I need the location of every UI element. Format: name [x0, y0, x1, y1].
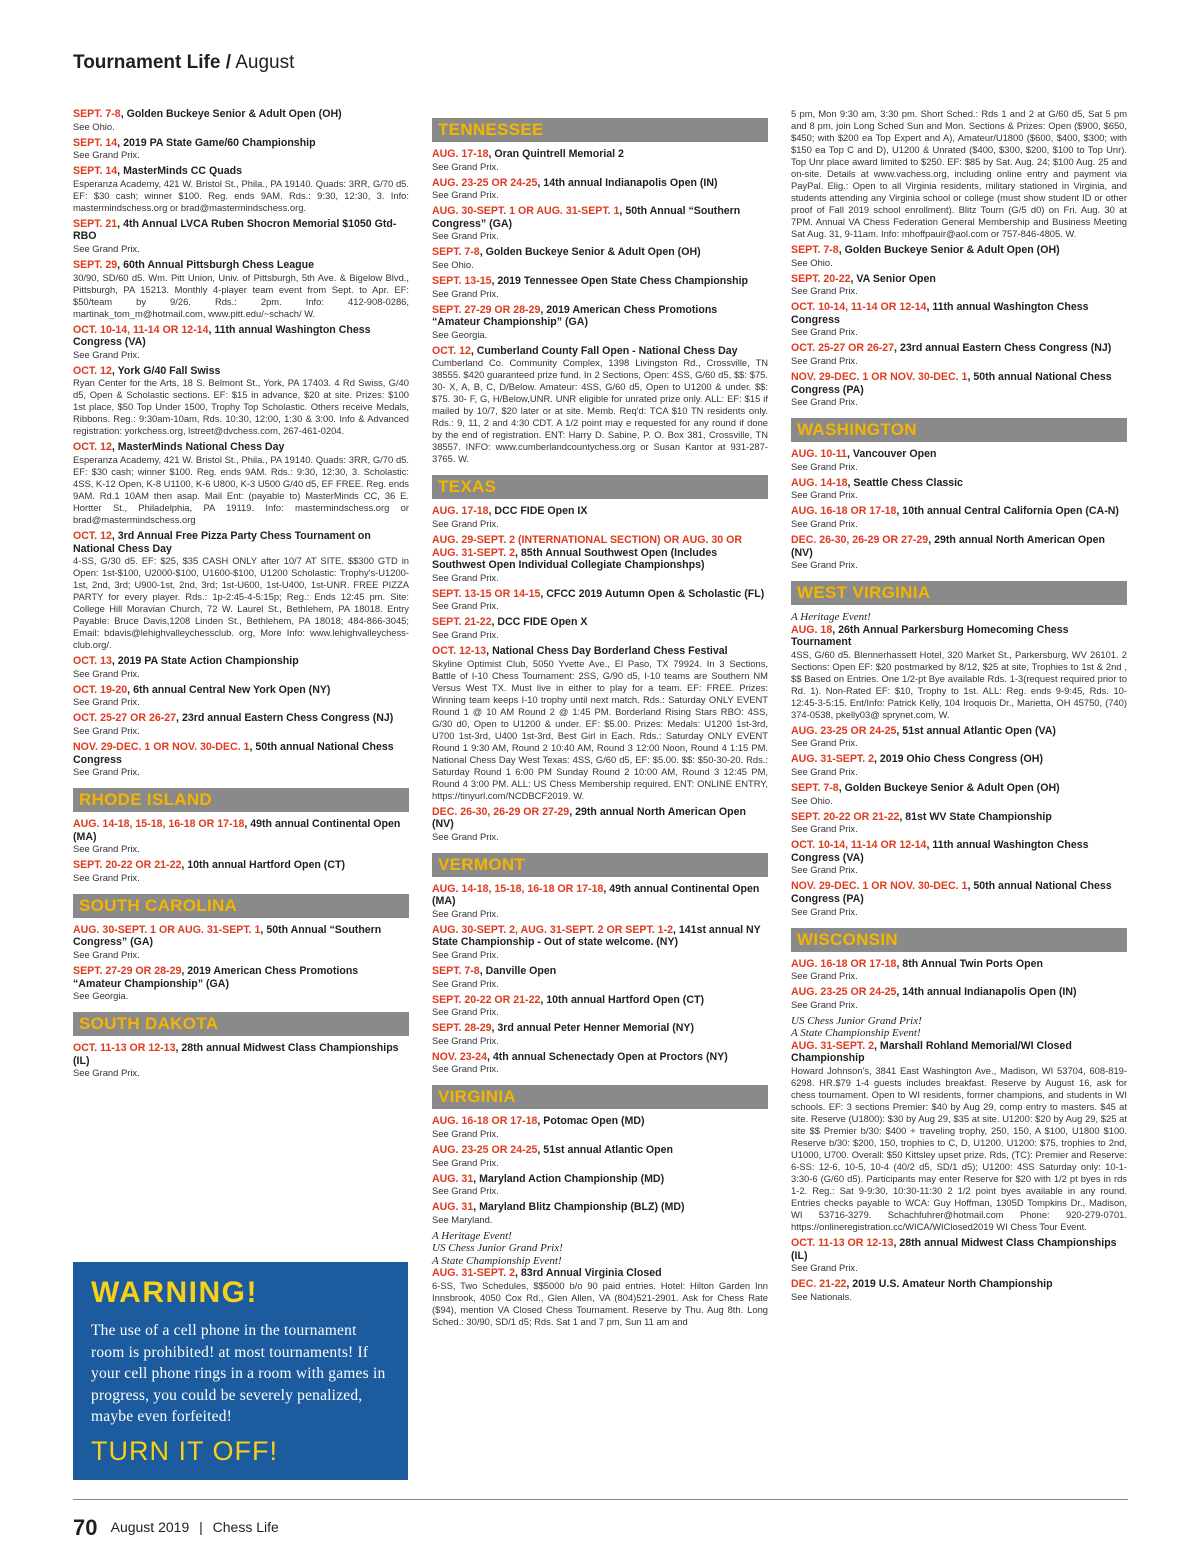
- event-listing: SEPT. 28-29, 3rd annual Peter Henner Memorial (NY) See Grand Prix.: [432, 1022, 768, 1047]
- event-date: AUG. 17-18: [432, 505, 489, 518]
- event-listing: AUG. 14-18, 15-18, 16-18 OR 17-18, 49th annual Continental Open (MA) See Grand Prix.: [73, 818, 409, 855]
- event-detail: See Ohio.: [791, 794, 833, 806]
- event-title: 50th Annual “Southern Congress” (GA): [73, 923, 382, 949]
- event-title: MasterMinds CC Quads: [123, 165, 242, 178]
- event-listing: AUG. 16-18 OR 17-18, 10th annual Central California Open (CA-N) See Grand Prix.: [791, 505, 1127, 530]
- state-heading: SOUTH DAKOTA: [73, 1012, 409, 1036]
- event-detail: See Grand Prix.: [791, 354, 858, 366]
- event-title: DCC FIDE Open IX: [494, 505, 588, 518]
- event-listing: OCT. 13, 2019 PA State Action Championship See Grand Prix.: [73, 655, 409, 680]
- event-date: AUG. 14-18, 15-18, 16-18 OR 17-18: [432, 882, 604, 895]
- state-heading: VERMONT: [432, 853, 768, 877]
- event-listing: SEPT. 14, MasterMinds CC Quads Esperanza Academy, 421 W. Bristol St., Phila., PA 19140. Quads: 3RR, G/70 d5. EF: $30 cash; winner $100. Reg. ends 9AM. Rds.: 9:30, 12:30, 3. Info: mastermindschess.org or brad@mastermindschess.org.: [73, 165, 409, 213]
- event-detail: See Grand Prix.: [791, 559, 858, 571]
- event-detail: See Grand Prix.: [791, 823, 858, 835]
- event-detail: See Grand Prix.: [432, 517, 499, 529]
- event-title: Golden Buckeye Senior & Adult Open (OH): [485, 246, 701, 259]
- event-detail: See Grand Prix.: [73, 1067, 140, 1079]
- event-title: 10th annual Hartford Open (CT): [187, 859, 345, 872]
- event-date: NOV. 29-DEC. 1 OR NOV. 30-DEC. 1: [73, 740, 250, 753]
- event-title: 11th annual Washington Chess Congress (VA): [73, 323, 371, 349]
- event-detail: See Georgia.: [432, 328, 488, 340]
- event-title: 23rd annual Eastern Chess Congress (NJ): [899, 342, 1112, 355]
- state-heading: TEXAS: [432, 475, 768, 499]
- event-listing: SEPT. 21-22, DCC FIDE Open X See Grand Prix.: [432, 616, 768, 641]
- event-listing: AUG. 16-18 OR 17-18, 8th Annual Twin Ports Open See Grand Prix.: [791, 958, 1127, 983]
- state-heading: RHODE ISLAND: [73, 788, 409, 812]
- event-date: SEPT. 20-22 OR 21-22: [791, 810, 900, 823]
- event-title: 14th annual Indianapolis Open (IN): [902, 986, 1077, 999]
- event-listing: AUG. 17-18, DCC FIDE Open IX See Grand Prix.: [432, 505, 768, 530]
- event-listing: SEPT. 7-8, Golden Buckeye Senior & Adult Open (OH) See Ohio.: [791, 244, 1127, 269]
- event-detail: See Grand Prix.: [73, 871, 140, 883]
- event-date: SEPT. 20-22 OR 21-22: [432, 993, 541, 1006]
- event-date: OCT. 10-14, 11-14 OR 12-14: [791, 839, 927, 852]
- event-title: 10th annual Central California Open (CA-N): [902, 505, 1119, 518]
- event-listing: SEPT. 7-8, Golden Buckeye Senior & Adult Open (OH) See Ohio.: [432, 246, 768, 271]
- event-date: OCT. 12: [73, 364, 112, 377]
- event-title: 2019 Tennessee Open State Chess Championship: [497, 274, 748, 287]
- event-title: 83rd Annual Virginia Closed: [520, 1267, 662, 1280]
- event-title: 2019 American Chess Promotions “Amateur Championship” (GA): [432, 303, 718, 329]
- event-title: 85th Annual Southwest Open (Includes Southwest Open Individual Collegiate Championshps): [432, 546, 718, 572]
- magazine-name: Chess Life: [212, 1519, 279, 1535]
- event-detail: 5 pm, Mon 9:30 am, 3:30 pm. Short Sched.: Rds 1 and 2 at G/60 d5, Sat 5 pm and 8 pm, join Long Sched Sun and Mon. Sections & Prizes: Open ($900, $650, $450; with $200 ea Top Expert and A), Amateur/U1800 ($600, $400, $300; with $150 ea Top C and D), U1200 & Unrated ($400, $300, $200, $100 to Top Unr). Top Unr place award limited to $250. EF: $85 by Sat. Aug. 24; $100 Aug. 25 and on-site. Details at www.vachess.org, including online entry and payment via PayPal. Elig.: Open to all Virginia residents, military stationed in Virginia, and students attending any Virginia school or college (must show student ID or other proof of Fall 2019 school enrollment). Blitz Tourn (G/5 d0) on Fri. Aug. 30 at 7PM. Annual VA Chess Federation General Membership and Business Meeting Sat Aug. 31, 9-11am. Info: mhoffpauir@aol.com or 757-846-4805. W.: [791, 108, 1127, 239]
- event-date: OCT. 13: [73, 655, 112, 668]
- event-date: AUG. 16-18 OR 17-18: [432, 1115, 538, 1128]
- event-detail: See Ohio.: [791, 256, 833, 268]
- event-listing: AUG. 30-SEPT. 1 OR AUG. 31-SEPT. 1, 50th Annual “Southern Congress” (GA) See Grand Prix.: [73, 924, 409, 961]
- event-detail: See Grand Prix.: [432, 160, 499, 172]
- event-designation: A Heritage Event!: [791, 611, 871, 624]
- event-detail: See Grand Prix.: [432, 571, 499, 583]
- listing-column-1: [73, 108, 409, 1083]
- event-listing: SEPT. 20-22 OR 21-22, 10th annual Hartford Open (CT) See Grand Prix.: [73, 859, 409, 884]
- event-title: 2019 U.S. Amateur North Championship: [852, 1278, 1053, 1291]
- event-listing: DEC. 21-22, 2019 U.S. Amateur North Championship See Nationals.: [791, 1278, 1127, 1303]
- event-listing: AUG. 17-18, Oran Quintrell Memorial 2 See Grand Prix.: [432, 148, 768, 173]
- event-date: AUG. 30-SEPT. 2, AUG. 31-SEPT. 2 OR SEPT. 1-2: [432, 923, 673, 936]
- event-detail: Skyline Optimist Club, 5050 Yvette Ave., El Paso, TX 79924. In 3 Sections, Battle of I-10 Chess Tournament: 2SS, G/90 d5, I-10 teams are Southern NM Versus West TX. Must live in either to play for a team. EF: FREE. Prizes: Winning team keeps I-10 trophy until next match. Rds.: Saturday ONLY EVENT Round 1 @ 10 AM Round 2 @ 1:45 PM. Borderland Rising Stars RBO: 4SS, G/30 d0, Open to U1200 & under. EF: $5.00. Prizes: Medals: U1200 1st-3rd, U700 1st-3rd, U400 1st-3rd, Best Girl in Each. Rds.: Saturday ONLY EVENT Round 1 9:30 AM, Round 2 10:40 AM, Round 3 12:00 Noon, Round 4 1:15 PM. National Chess Day West Texas: 4SS, G/60 d5, EF: $5.00. $$: $50-30-20. Rds.: Saturday Round 1 6:00 PM Sunday Round 2 10:00 AM, Round 3 12:45 PM, Round 4 3:00 PM. ALL: US Chess Membership required. ENT: ONLINE ENTRY, https://tinyurl.com/NCDBCF2019. W.: [432, 657, 768, 801]
- event-title: 4th Annual LVCA Ruben Shocron Memorial $1050 Gtd-RBO: [73, 217, 397, 243]
- event-detail: See Grand Prix.: [791, 285, 858, 297]
- event-title: Danville Open: [485, 965, 557, 978]
- state-heading: SOUTH CAROLINA: [73, 894, 409, 918]
- state-heading: WISCONSIN: [791, 928, 1127, 952]
- event-detail: See Grand Prix.: [432, 949, 499, 961]
- event-date: SEPT. 14: [73, 165, 118, 178]
- event-date: AUG. 23-25 OR 24-25: [432, 1144, 538, 1157]
- event-detail: See Grand Prix.: [73, 149, 140, 161]
- event-detail: See Grand Prix.: [73, 949, 140, 961]
- event-title: Vancouver Open: [852, 448, 937, 461]
- event-listing: OCT. 10-14, 11-14 OR 12-14, 11th annual Washington Chess Congress (VA) See Grand Prix.: [73, 324, 409, 361]
- event-detail: 30/90, SD/60 d5. Wm. Pitt Union, Univ. of Pittsburgh, 5th Ave. & Bigelow Blvd., Pittsburgh, PA 15213. Monthly 4-player team event from Sept. to Apr. EF: $50/team by 9/26. Rds.: 2pm. Info: 412-908-0286, martinak_tom_m@hotmail.com, www.pitt.edu/~schach/ W.: [73, 271, 409, 319]
- event-listing: OCT. 11-13 OR 12-13, 28th annual Midwest Class Championships (IL) See Grand Prix.: [73, 1042, 409, 1079]
- event-listing: A Heritage Event! US Chess Junior Grand Prix! A State Championship Event! AUG. 31-SEPT. 2, 83rd Annual Virginia Closed 6-SS, Two Schedules, $$5000 b/o 90 paid entries. Hotel: Hilton Garden Inn Innsbrook, 4050 Cox Rd., Glen Allen, VA (804)521-2901. Ask for Chess Rate ($94), mention VA Closed Chess Tournament. Reserve by Thu. Aug 8th. Long Sched.: 30/90, SD/1 d5; Rds. Sat 1 and 7 pm, Sun 11 am and: [432, 1229, 768, 1327]
- state-heading: TENNESSEE: [432, 118, 768, 142]
- event-listing: AUG. 30-SEPT. 2, AUG. 31-SEPT. 2 OR SEPT. 1-2, 141st annual NY State Championship - Out of state welcome. (NY) See Grand Prix.: [432, 924, 768, 961]
- event-detail: See Ohio.: [73, 120, 115, 132]
- event-title: MasterMinds National Chess Day: [117, 441, 285, 454]
- event-date: SEPT. 28-29: [432, 1022, 492, 1035]
- event-listing: OCT. 25-27 OR 26-27, 23rd annual Eastern Chess Congress (NJ) See Grand Prix.: [73, 712, 409, 737]
- event-date: SEPT. 20-22 OR 21-22: [73, 859, 182, 872]
- event-detail: See Grand Prix.: [432, 1156, 499, 1168]
- event-listing: SEPT. 27-29 OR 28-29, 2019 American Chess Promotions “Amateur Championship” (GA) See Georgia.: [73, 965, 409, 1002]
- event-detail: See Grand Prix.: [73, 348, 140, 360]
- event-listing: AUG. 23-25 OR 24-25, 51st annual Atlantic Open (VA) See Grand Prix.: [791, 725, 1127, 750]
- event-title: 28th annual Midwest Class Championships (IL): [73, 1042, 399, 1067]
- event-detail: See Grand Prix.: [432, 230, 499, 242]
- state-heading: VIRGINIA: [432, 1085, 768, 1109]
- event-detail: See Grand Prix.: [432, 830, 499, 842]
- event-date: AUG. 23-25 OR 24-25: [791, 986, 897, 999]
- event-date: SEPT. 13-15: [432, 274, 492, 287]
- event-detail: See Georgia.: [73, 990, 129, 1002]
- event-title: 60th Annual Pittsburgh Chess League: [123, 258, 314, 271]
- event-listing: AUG. 30-SEPT. 1 OR AUG. 31-SEPT. 1, 50th Annual “Southern Congress” (GA) See Grand Prix.: [432, 205, 768, 242]
- event-detail: See Maryland.: [432, 1213, 493, 1225]
- event-listing: DEC. 26-30, 26-29 OR 27-29, 29th annual North American Open (NV) See Grand Prix.: [791, 534, 1127, 571]
- event-detail: See Grand Prix.: [432, 1185, 499, 1197]
- event-date: SEPT. 7-8: [73, 108, 121, 120]
- page-footer: [73, 1515, 279, 1541]
- event-title: 2019 Ohio Chess Congress (OH): [879, 753, 1043, 766]
- event-date: AUG. 31: [432, 1201, 474, 1214]
- event-title: 14th annual Indianapolis Open (IN): [543, 176, 718, 189]
- event-date: DEC. 26-30, 26-29 OR 27-29: [432, 805, 570, 818]
- event-title: 51st annual Atlantic Open: [543, 1144, 673, 1157]
- event-listing: SEPT. 29, 60th Annual Pittsburgh Chess League 30/90, SD/60 d5. Wm. Pitt Union, Univ. of Pittsburgh, 5th Ave. & Bigelow Blvd., Pittsburgh, PA 15213. Monthly 4-player team event from Sept. to Apr. EF: $50/team by 9/26. Rds.: 2pm. Info: 412-908-0286, martinak_tom_m@hotmail.com, www.pitt.edu/~schach/ W.: [73, 258, 409, 319]
- event-title: 50th Annual “Southern Congress” (GA): [432, 205, 741, 230]
- event-date: SEPT. 21-22: [432, 616, 492, 629]
- event-date: NOV. 29-DEC. 1 OR NOV. 30-DEC. 1: [791, 370, 968, 383]
- event-listing: AUG. 31-SEPT. 2, 2019 Ohio Chess Congress (OH) See Grand Prix.: [791, 753, 1127, 778]
- event-detail: See Grand Prix.: [73, 843, 140, 855]
- event-detail: 4-SS, G/30 d5. EF: $25, $35 CASH ONLY after 10/7 AT SITE. $$300 GTD in Open: 1st-$100, U2000-$100, U1600-$100, U1200 Scholastic: Trophy's-U1200-1st, 2nd, 3rd; U900-1st, 2nd, 3rd; 1st-U600, 1st-U400, 1st-UNR. FREE PIZZA PARTY for every player. Rds.: 1p-2:45-4-5:15p; Reg.: Ends 12:45 pm. Site: College Hill Moravian Church, 72 W. Laurel St., Bethlehem, PA 18018. Entry Payable: Bruce Davis,1208 Linden St., Bethlehem, PA 18018; 484-866-3045; Email: bdavis@lehighvalleychessclub. org, More Info: www.lehighvalleychess-club.org/.: [73, 555, 409, 651]
- event-title: 11th annual Washington Chess Congress (VA): [791, 839, 1089, 864]
- event-listing: OCT. 12, MasterMinds National Chess Day Esperanza Academy, 421 W. Bristol St., Phila., PA 19140. Quads: 3RR, G/70 d5. EF: $30 cash; winner $100. Reg. ends 9AM. Rds.: 9:30, 12:30, 3. Scholastic: 4SS, K-12 Open, K-8 U1100, K-6 U800, K-3 U500 G/40 d5, EF FREE. Reg. ends 9AM. Rd.1 10AM then asap. Mail Ent: (payable to) MasterMinds CC, 36 E. Hortter St., Philadelphia, PA 19119. Info: mastermindschess.org or brad@mastermindschess.org: [73, 441, 409, 525]
- event-date: SEPT. 7-8: [791, 244, 839, 256]
- event-date: AUG. 23-25 OR 24-25: [432, 176, 538, 189]
- event-listing: OCT. 19-20, 6th annual Central New York Open (NY) See Grand Prix.: [73, 684, 409, 709]
- event-detail: See Grand Prix.: [432, 1063, 499, 1075]
- event-title: 3rd Annual Free Pizza Party Chess Tournament on National Chess Day: [73, 529, 371, 555]
- event-listing: AUG. 23-25 OR 24-25, 14th annual Indianapolis Open (IN) See Grand Prix.: [432, 177, 768, 202]
- event-title: 2019 American Chess Promotions “Amateur Championship” (GA): [73, 965, 359, 990]
- event-date: AUG. 31: [432, 1172, 474, 1185]
- event-title: Seattle Chess Classic: [853, 476, 963, 489]
- event-date: SEPT. 27-29 OR 28-29: [73, 965, 182, 978]
- cell-phone-warning-box: [73, 1262, 408, 1480]
- event-title: 29th annual North American Open (NV): [791, 533, 1105, 559]
- event-detail: See Grand Prix.: [791, 517, 858, 529]
- event-title: 28th annual Midwest Class Championships (IL): [791, 1236, 1117, 1262]
- event-detail: See Grand Prix.: [791, 460, 858, 472]
- event-listing: OCT. 10-14, 11-14 OR 12-14, 11th annual Washington Chess Congress (VA) See Grand Prix.: [791, 839, 1127, 876]
- event-title: CFCC 2019 Autumn Open & Scholastic (FL): [546, 587, 765, 600]
- event-title: 26th Annual Parkersburg Homecoming Chess Tournament: [791, 623, 1069, 649]
- event-date: AUG. 14-18, 15-18, 16-18 OR 17-18: [73, 818, 245, 831]
- event-listing: AUG. 23-25 OR 24-25, 14th annual Indianapolis Open (IN) See Grand Prix.: [791, 986, 1127, 1011]
- event-listing: SEPT. 20-22 OR 21-22, 10th annual Hartford Open (CT) See Grand Prix.: [432, 994, 768, 1019]
- event-listing: SEPT. 27-29 OR 28-29, 2019 American Chess Promotions “Amateur Championship” (GA) See Georgia.: [432, 304, 768, 341]
- event-detail: 4SS, G/60 d5. Blennerhassett Hotel, 320 Market St., Parkersburg, WV 26101. 2 Sections: Open EF: $20 postmarked by 8/12, $25 at site, Trophies to 1st & 2nd , $$ Based on Entries. One 1/2-pt Bye available Rds. 1-3(request required prior to Rd. 1). Non-Rated EF: $10, Trophy to 1st. ALL: Reg. ends 9-9:45, Rds. 10-12:45-3-5:15. Ent/Info: Patrick Kelly, 104 Iroquois Dr., Marietta, OH 45750, (740) 374-0538, pkelly03@ sprynet.com, W.: [791, 648, 1127, 720]
- listing-column-2: [432, 108, 768, 1332]
- event-designation: A Heritage Event!: [432, 1229, 512, 1242]
- event-listing: OCT. 12, 3rd Annual Free Pizza Party Chess Tournament on National Chess Day 4-SS, G/30 d5. EF: $25, $35 CASH ONLY after 10/7 AT SITE. $$300 GTD in Open: 1st-$100, U2000-$100, U1600-$100, U1200 Scholastic: Trophy's-U1200-1st, 2nd, 3rd; U900-1st, 2nd, 3rd; 1st-U600, 1st-U400, 1st-UNR. FREE PIZZA PARTY for every player. Rds.: 1p-2:45-4-5:15p; Reg.: Ends 12:45 pm. Site: College Hill Moravian Church, 72 W. Laurel St., Bethlehem, PA 18018. Entry Payable: Bruce Davis,1208 Linden St., Bethlehem, PA 18018; 484-866-3045; Email: bdavis@lehighvalleychessclub. org, More Info: www.lehighvalleychess-club.org/.: [73, 529, 409, 651]
- event-detail: See Grand Prix.: [432, 1034, 499, 1046]
- event-listing: AUG. 31, Maryland Blitz Championship (BLZ) (MD) See Maryland.: [432, 1201, 768, 1226]
- event-designation: US Chess Junior Grand Prix!: [432, 1242, 563, 1255]
- event-listing: OCT. 12, Cumberland County Fall Open - National Chess Day Cumberland Co. Community Complex, 1398 Livingston Rd., Crossville, TN 38555. $420 guaranteed prize fund. In 2 Sections, Open: 4SS, G/60 d5, $$: $75. 30- X, A, B, C, D/Below. Amateur: 4SS, G/60 d5, Open to U1200 & under. $$: $75. 30- F, G, H/Below,UNR. UNR eligible for unrated prize only. ALL: EF: $15 if mailed by 10/7, $20 later or at site. Memb. Req'd: TCA $10 TN residents only. Rds.: 9, 11, 2 and 4:30 CDT. A 1/2 point may e requested for any round if done by the end of registration. ENT: Harry D. Sabine, P. O. Box 381, Crossville, TN 38557. INFO: www.cumberlandcountychess.org or Susan Kantor at 931-287-3765. W.: [432, 344, 768, 465]
- event-detail: Howard Johnson's, 3841 East Washington Ave., Madison, WI 53704, 608-819-6298. HR.$79 1-4 guests includes breakfast. Reserve by August 16, ask for chess tournament. Open to WI residents, former champions, and students in WI schools. EF: 3 sections Premier: $40 by Aug 29, comp entry to masters. $45 at site. Reserve (U1800): $30 by Aug 29, $35 at site. U1200: $20 by Aug 29, $25 at site $$ Premier b/30: $400 + traveling trophy, 250, 150, A $100, U1800 $100. Reserve b/30: $200, 150, trophies to C, D, U1200. U1200: $75, trophies to 2nd, U1000, U700. Overall: $50 Kittsley upset prize. Rds, (TC): Premier and Reserve: 6-SS: 12-6, 10-5, 10-4 (40/2 d5, SD/1 d5); U1200: 4SS Saturday only: 10-1-3:30-6 (G/60 d5). Participants may enter Reserve for $20 with 1/2 pt byes in rds 1-2. Reg.: Sat 9-9:30, 10:30-11:30 2 1/2 point byes available in any round. Entries checks payable to WCA: Guy Hoffman, 1305D Tompkins Dr., Madison, WI 53716-3279. Schachfuhrer@hotmail.com Phone: 920-279-0701. https://onlineregistration.cc/WICA/WIClosed2019 WI Chess Tour Event.: [791, 1064, 1127, 1232]
- event-title: 11th annual Washington Chess Congress: [791, 301, 1089, 326]
- event-date: OCT. 12-13: [432, 644, 487, 657]
- event-title: Golden Buckeye Senior & Adult Open (OH): [126, 108, 342, 120]
- event-listing: AUG. 23-25 OR 24-25, 51st annual Atlantic Open See Grand Prix.: [432, 1144, 768, 1169]
- event-listing: AUG. 14-18, 15-18, 16-18 OR 17-18, 49th annual Continental Open (MA) See Grand Prix.: [432, 883, 768, 920]
- event-detail: See Grand Prix.: [791, 326, 858, 338]
- event-detail: See Grand Prix.: [432, 1128, 499, 1140]
- event-detail: See Grand Prix.: [432, 600, 499, 612]
- event-detail: See Grand Prix.: [791, 970, 858, 982]
- event-date: DEC. 26-30, 26-29 OR 27-29: [791, 533, 929, 546]
- event-title: 51st annual Atlantic Open (VA): [902, 724, 1056, 737]
- event-date: SEPT. 27-29 OR 28-29: [432, 303, 541, 316]
- event-title: DCC FIDE Open X: [497, 616, 588, 629]
- event-detail: See Grand Prix.: [791, 905, 858, 917]
- event-title: 23rd annual Eastern Chess Congress (NJ): [181, 712, 394, 725]
- event-title: 2019 PA State Action Championship: [117, 655, 299, 668]
- event-date: OCT. 19-20: [73, 683, 128, 696]
- event-detail: See Grand Prix.: [432, 628, 499, 640]
- event-detail: 6-SS, Two Schedules, $$5000 b/o 90 paid entries. Hotel: Hilton Garden Inn Innsbrook, 4050 Cox Rd., Glen Allen, VA (804)521-2901. Ask for Chess Rate ($94), mention VA Closed Chess Tournament. Reserve by Thu. Aug 8th. Long Sched.: 30/90, SD/1 d5; Rds. Sat 1 and 7 pm, Sun 11 am and: [432, 1279, 768, 1327]
- event-date: OCT. 25-27 OR 26-27: [73, 712, 177, 725]
- event-detail: See Grand Prix.: [73, 242, 140, 254]
- warning-cta: TURN IT OFF!: [91, 1435, 278, 1466]
- event-title: 49th annual Continental Open (MA): [432, 882, 760, 908]
- event-title: National Chess Day Borderland Chess Festival: [492, 644, 728, 657]
- event-detail: See Grand Prix.: [73, 766, 140, 778]
- event-title: 141st annual NY State Championship - Out of state welcome. (NY): [432, 923, 761, 949]
- event-listing: NOV. 23-24, 4th annual Schenectady Open at Proctors (NY) See Grand Prix.: [432, 1051, 768, 1076]
- event-date: OCT. 11-13 OR 12-13: [73, 1042, 176, 1055]
- event-title: 50th annual National Chess Congress (PA): [791, 370, 1112, 396]
- event-title: 2019 PA State Game/60 Championship: [123, 136, 316, 149]
- event-detail: See Grand Prix.: [432, 907, 499, 919]
- event-date: AUG. 30-SEPT. 1 OR AUG. 31-SEPT. 1: [432, 205, 620, 218]
- section-title: Tournament Life: [73, 52, 221, 73]
- event-date: OCT. 10-14, 11-14 OR 12-14: [73, 323, 209, 336]
- header-separator: /: [225, 52, 231, 73]
- event-listing: SEPT. 7-8, Danville Open See Grand Prix.: [432, 965, 768, 990]
- event-listing: SEPT. 13-15 OR 14-15, CFCC 2019 Autumn Open & Scholastic (FL) See Grand Prix.: [432, 588, 768, 613]
- event-date: DEC. 21-22: [791, 1278, 847, 1291]
- event-date: OCT. 25-27 OR 26-27: [791, 342, 895, 355]
- event-detail: See Grand Prix.: [432, 287, 499, 299]
- listing-column-3: [791, 108, 1127, 1307]
- event-date: AUG. 31-SEPT. 2: [791, 753, 875, 766]
- event-date: AUG. 30-SEPT. 1 OR AUG. 31-SEPT. 1: [73, 923, 261, 936]
- event-date: OCT. 12: [73, 441, 112, 454]
- event-listing: OCT. 11-13 OR 12-13, 28th annual Midwest Class Championships (IL) See Grand Prix.: [791, 1237, 1127, 1274]
- event-detail: See Grand Prix.: [791, 766, 858, 777]
- event-date: AUG. 29-SEPT. 2 (INTERNATIONAL SECTION) OR AUG. 30 OR AUG. 31-SEPT. 2: [432, 533, 743, 559]
- event-date: SEPT. 7-8: [791, 782, 839, 794]
- event-detail: See Grand Prix.: [791, 864, 858, 876]
- event-listing: AUG. 10-11, Vancouver Open See Grand Prix.: [791, 448, 1127, 473]
- event-date: AUG. 16-18 OR 17-18: [791, 957, 897, 970]
- event-listing: AUG. 31, Maryland Action Championship (MD) See Grand Prix.: [432, 1173, 768, 1198]
- event-date: AUG. 31-SEPT. 2: [432, 1267, 516, 1280]
- event-listing: [791, 108, 1127, 240]
- event-listing: NOV. 29-DEC. 1 OR NOV. 30-DEC. 1, 50th annual National Chess Congress (PA) See Grand Prix.: [791, 880, 1127, 917]
- state-heading: WEST VIRGINIA: [791, 581, 1127, 605]
- event-detail: See Grand Prix.: [791, 998, 858, 1010]
- event-date: SEPT. 29: [73, 258, 118, 271]
- event-date: AUG. 16-18 OR 17-18: [791, 505, 897, 518]
- event-detail: See Grand Prix.: [432, 1006, 499, 1018]
- footer-rule: [73, 1499, 1128, 1500]
- event-detail: See Grand Prix.: [791, 489, 858, 501]
- event-listing: SEPT. 21, 4th Annual LVCA Ruben Shocron Memorial $1050 Gtd-RBO See Grand Prix.: [73, 218, 409, 255]
- event-detail: See Nationals.: [791, 1290, 852, 1302]
- event-listing: NOV. 29-DEC. 1 OR NOV. 30-DEC. 1, 50th annual National Chess Congress (PA) See Grand Prix.: [791, 371, 1127, 408]
- event-detail: See Grand Prix.: [73, 696, 140, 708]
- event-detail: See Ohio.: [432, 258, 474, 270]
- event-date: OCT. 11-13 OR 12-13: [791, 1236, 894, 1249]
- event-listing: SEPT. 14, 2019 PA State Game/60 Championship See Grand Prix.: [73, 137, 409, 162]
- header-month: August: [235, 52, 295, 73]
- event-listing: OCT. 10-14, 11-14 OR 12-14, 11th annual Washington Chess Congress See Grand Prix.: [791, 301, 1127, 338]
- event-date: SEPT. 21: [73, 217, 118, 230]
- event-title: 3rd annual Peter Henner Memorial (NY): [497, 1022, 694, 1035]
- event-title: 6th annual Central New York Open (NY): [133, 683, 331, 696]
- event-listing: AUG. 29-SEPT. 2 (INTERNATIONAL SECTION) OR AUG. 30 OR AUG. 31-SEPT. 2, 85th Annual Southwest Open (Includes Southwest Open Individual Collegiate Championshps) See Grand Prix.: [432, 534, 768, 584]
- event-title: 81st WV State Championship: [905, 810, 1052, 823]
- event-title: Maryland Action Championship (MD): [479, 1172, 665, 1185]
- event-detail: See Grand Prix.: [432, 977, 499, 989]
- warning-title: WARNING!: [91, 1276, 258, 1309]
- event-date: SEPT. 14: [73, 136, 118, 149]
- event-date: SEPT. 13-15 OR 14-15: [432, 587, 541, 600]
- event-listing: SEPT. 20-22 OR 21-22, 81st WV State Championship See Grand Prix.: [791, 811, 1127, 836]
- event-title: 50th annual National Chess Congress (PA): [791, 880, 1112, 905]
- event-detail: Cumberland Co. Community Complex, 1398 Livingston Rd., Crossville, TN 38555. $420 guaranteed prize fund. In 2 Sections, Open: 4SS, G/60 d5, $$: $75. 30- X, A, B, C, D/Below. Amateur: 4SS, G/60 d5, Open to U1200 & under. $$: $75. 30- F, G, H/Below,UNR. UNR eligible for unrated prize only. ALL: EF: $15 if mailed by 10/7, $20 later or at site. Memb. Req'd: TCA $10 TN residents only. Rds.: 9, 11, 2 and 4:30 CDT. A 1/2 point may e requested for any round if done by the end of registration. ENT: Harry D. Sabine, P. O. Box 381, Crossville, TN 38557. INFO: www.cumberlandcountychess.org or Susan Kantor at 931-287-3765. W.: [432, 357, 768, 465]
- event-listing: SEPT. 7-8, Golden Buckeye Senior & Adult Open (OH) See Ohio.: [791, 782, 1127, 807]
- event-date: SEPT. 7-8: [432, 965, 480, 978]
- event-title: 4th annual Schenectady Open at Proctors (NY): [492, 1050, 728, 1063]
- event-detail: Esperanza Academy, 421 W. Bristol St., Phila., PA 19140. Quads: 3RR, G/70 d5. EF: $30 cash; winner $100. Reg. ends 9AM. Rds.: 9:30, 12:30, 3. Scholastic: 4SS, K-12 Open, K-8 U1100, K-6 U800, K-3 U500 G/40 d5, EF FREE. Reg. ends 9AM. Rd.1 10AM then asap. Mail Ent: (payable to) MasterMinds CC, 36 E. Hortter St., Philadelphia, PA 19119. Info: mastermindschess.org or brad@mastermindschess.org: [73, 453, 409, 525]
- event-listing: SEPT. 7-8, Golden Buckeye Senior & Adult Open (OH) See Ohio.: [73, 108, 409, 133]
- page-number: 70: [73, 1515, 98, 1540]
- warning-body: The use of a cell phone in the tournament room is prohibited! at most tournaments! If your cell phone rings in a room with games in progress, you could be severely penalized, maybe even forfeited!: [91, 1322, 386, 1425]
- event-title: Oran Quintrell Memorial 2: [494, 148, 624, 160]
- event-detail: See Grand Prix.: [791, 396, 858, 408]
- event-title: 49th annual Continental Open (MA): [73, 818, 401, 843]
- event-title: Golden Buckeye Senior & Adult Open (OH): [844, 244, 1060, 256]
- event-listing: NOV. 29-DEC. 1 OR NOV. 30-DEC. 1, 50th annual National Chess Congress See Grand Prix.: [73, 741, 409, 778]
- event-detail: See Grand Prix.: [432, 189, 499, 201]
- event-listing: OCT. 25-27 OR 26-27, 23rd annual Eastern Chess Congress (NJ) See Grand Prix.: [791, 342, 1127, 367]
- event-date: OCT. 12: [73, 529, 112, 542]
- event-listing: SEPT. 20-22, VA Senior Open See Grand Prix.: [791, 273, 1127, 298]
- event-title: VA Senior Open: [856, 272, 936, 285]
- state-heading: WASHINGTON: [791, 418, 1127, 442]
- event-title: 8th Annual Twin Ports Open: [902, 957, 1043, 970]
- event-title: Maryland Blitz Championship (BLZ) (MD): [479, 1201, 685, 1214]
- event-title: 29th annual North American Open (NV): [432, 805, 746, 831]
- issue-date: August 2019: [110, 1519, 190, 1535]
- event-date: OCT. 10-14, 11-14 OR 12-14: [791, 301, 927, 314]
- event-detail: See Grand Prix.: [791, 1262, 858, 1274]
- event-designation: A State Championship Event!: [432, 1254, 562, 1267]
- event-date: AUG. 14-18: [791, 476, 848, 489]
- event-title: York G/40 Fall Swiss: [117, 364, 221, 377]
- event-listing: A Heritage Event! AUG. 18, 26th Annual Parkersburg Homecoming Chess Tournament 4SS, G/60 d5. Blennerhassett Hotel, 320 Market St., Parkersburg, WV 26101. 2 Sections: Open EF: $20 postmarked by 8/12, $25 at site, Trophies to 1st & 2nd , $$ Based on Entries. One 1/2-pt Bye available Rds. 1-3(request required prior to Rd. 1). Non-Rated EF: $10, Trophy to 1st. ALL: Reg. ends 9-9:45, Rds. 10-12:45-3-5:15. Ent/Info: Patrick Kelly, 104 Iroquois Dr., Marietta, OH 45750, (740) 374-0538, pkelly03@ sprynet.com, W.: [791, 611, 1127, 720]
- event-date: NOV. 29-DEC. 1 OR NOV. 30-DEC. 1: [791, 880, 968, 893]
- event-date: SEPT. 7-8: [432, 246, 480, 259]
- event-detail: See Grand Prix.: [791, 737, 858, 749]
- event-detail: See Grand Prix.: [73, 667, 140, 679]
- event-detail: Esperanza Academy, 421 W. Bristol St., Phila., PA 19140. Quads: 3RR, G/70 d5. EF: $30 cash; winner $100. Reg. ends 9AM. Rds.: 9:30, 12:30, 3. Info: mastermindschess.org or brad@mastermindschess.org.: [73, 177, 409, 213]
- event-listing: AUG. 16-18 OR 17-18, Potomac Open (MD) See Grand Prix.: [432, 1115, 768, 1140]
- event-title: 10th annual Hartford Open (CT): [546, 993, 704, 1006]
- event-listing: US Chess Junior Grand Prix! A State Championship Event! AUG. 31-SEPT. 2, Marshall Rohland Memorial/WI Closed Championship Howard Johnson's, 3841 East Washington Ave., Madison, WI 53704, 608-819-6298. HR.$79 1-4 guests includes breakfast. Reserve by August 16, ask for chess tournament. Open to WI residents, former champions, and students in WI schools. EF: 3 sections Premier: $40 by Aug 29, comp entry to masters. $45 at site. Reserve (U1800): $30 by Aug 29, $35 at site. U1200: $20 by Aug 29, $25 at site $$ Premier b/30: $400 + traveling trophy, 250, 150, A $100, U1800 $100. Reserve b/30: $200, 150, trophies to C, D, U1200. U1200: $75, trophies to 2nd, U1000, U700. Overall: $50 Kittsley upset prize. Rds, (TC): Premier and Reserve: 6-SS: 12-6, 10-5, 10-4 (40/2 d5, SD/1 d5); U1200: 4SS Saturday only: 10-1-3:30-6 (G/60 d5). Participants may enter Reserve for $20 with 1/2 pt byes in rds 1-2. Reg.: Sat 9-9:30, 10:30-11:30 2 1/2 point byes available in any round. Entries checks payable to WCA: Guy Hoffman, 1305D Tompkins Dr., Madison, WI 53716-3279. Schachfuhrer@hotmail.com Phone: 920-279-0701. https://onlineregistration.cc/WICA/WIClosed2019 WI Chess Tour Event.: [791, 1014, 1127, 1232]
- event-title: Cumberland County Fall Open - National Chess Day: [476, 344, 738, 357]
- event-listing: AUG. 14-18, Seattle Chess Classic See Grand Prix.: [791, 477, 1127, 502]
- event-date: AUG. 10-11: [791, 448, 847, 461]
- event-date: OCT. 12: [432, 344, 471, 357]
- event-detail: See Grand Prix.: [73, 724, 140, 736]
- event-date: AUG. 31-SEPT. 2: [791, 1039, 875, 1052]
- event-date: NOV. 23-24: [432, 1050, 487, 1063]
- event-listing: SEPT. 13-15, 2019 Tennessee Open State Chess Championship See Grand Prix.: [432, 275, 768, 300]
- event-title: Marshall Rohland Memorial/WI Closed Championship: [791, 1039, 1072, 1065]
- event-title: Potomac Open (MD): [543, 1115, 645, 1128]
- event-listing: DEC. 26-30, 26-29 OR 27-29, 29th annual North American Open (NV) See Grand Prix.: [432, 806, 768, 843]
- event-date: AUG. 18: [791, 623, 833, 636]
- event-designation: US Chess Junior Grand Prix!: [791, 1014, 922, 1027]
- event-title: 50th annual National Chess Congress: [73, 740, 394, 766]
- footer-separator: |: [199, 1519, 203, 1535]
- event-listing: OCT. 12, York G/40 Fall Swiss Ryan Center for the Arts, 18 S. Belmont St., York, PA 17403. 4 Rd Swiss, G/40 d5, Open & Scholastic sections. EF: $15 in advance, $20 at site. Prizes: $100 1st place, $50 Top Under 1500, Trophy Top Scholastic. Others receive Medals, Ribbons. Reg.: 9:30am-10am, Rds. 10:30, 12:00, 1:30 & 3:00. Info & Advanced registration: yorkchess.org, lstreet@dvchess.com, 267-461-0204.: [73, 364, 409, 437]
- running-header: [73, 52, 294, 74]
- event-date: AUG. 23-25 OR 24-25: [791, 724, 897, 737]
- event-designation: A State Championship Event!: [791, 1027, 921, 1040]
- event-detail: Ryan Center for the Arts, 18 S. Belmont St., York, PA 17403. 4 Rd Swiss, G/40 d5, Open & Scholastic sections. EF: $15 in advance, $20 at site. Prizes: $100 1st place, $50 Top Under 1500, Trophy Top Scholastic. Others receive Medals, Ribbons. Reg.: 9:30am-10am, Rds. 10:30, 12:00, 1:30 & 3:00. Info & Advanced registration: yorkchess.org, lstreet@dvchess.com, 267-461-0204.: [73, 377, 409, 437]
- event-date: AUG. 17-18: [432, 148, 489, 160]
- event-date: SEPT. 20-22: [791, 272, 851, 285]
- event-title: Golden Buckeye Senior & Adult Open (OH): [844, 782, 1060, 794]
- event-listing: OCT. 12-13, National Chess Day Borderland Chess Festival Skyline Optimist Club, 5050 Yvette Ave., El Paso, TX 79924. In 3 Sections, Battle of I-10 Chess Tournament: 2SS, G/90 d5, I-10 teams are Southern NM Versus West TX. Must live in either to play for a team. EF: FREE. Prizes: Winning team keeps I-10 trophy until next match. Rds.: Saturday ONLY EVENT Round 1 @ 10 AM Round 2 @ 1:45 PM. Borderland Rising Stars RBO: 4SS, G/30 d0, Open to U1200 & under. EF: $5.00. Prizes: Medals: U1200 1st-3rd, U700 1st-3rd, U400 1st-3rd, Best Girl in Each. Rds.: Saturday ONLY EVENT Round 1 9:30 AM, Round 2 10:40 AM, Round 3 12:00 Noon, Round 4 1:15 PM. National Chess Day West Texas: 4SS, G/60 d5, EF: $5.00. $$: $50-30-20. Rds.: Saturday Round 1 6:00 PM Sunday Round 2 10:00 AM, Round 3 12:45 PM, Round 4 3:00 PM. ALL: US Chess Membership required. ENT: ONLINE ENTRY, https://tinyurl.com/NCDBCF2019. W.: [432, 644, 768, 801]
